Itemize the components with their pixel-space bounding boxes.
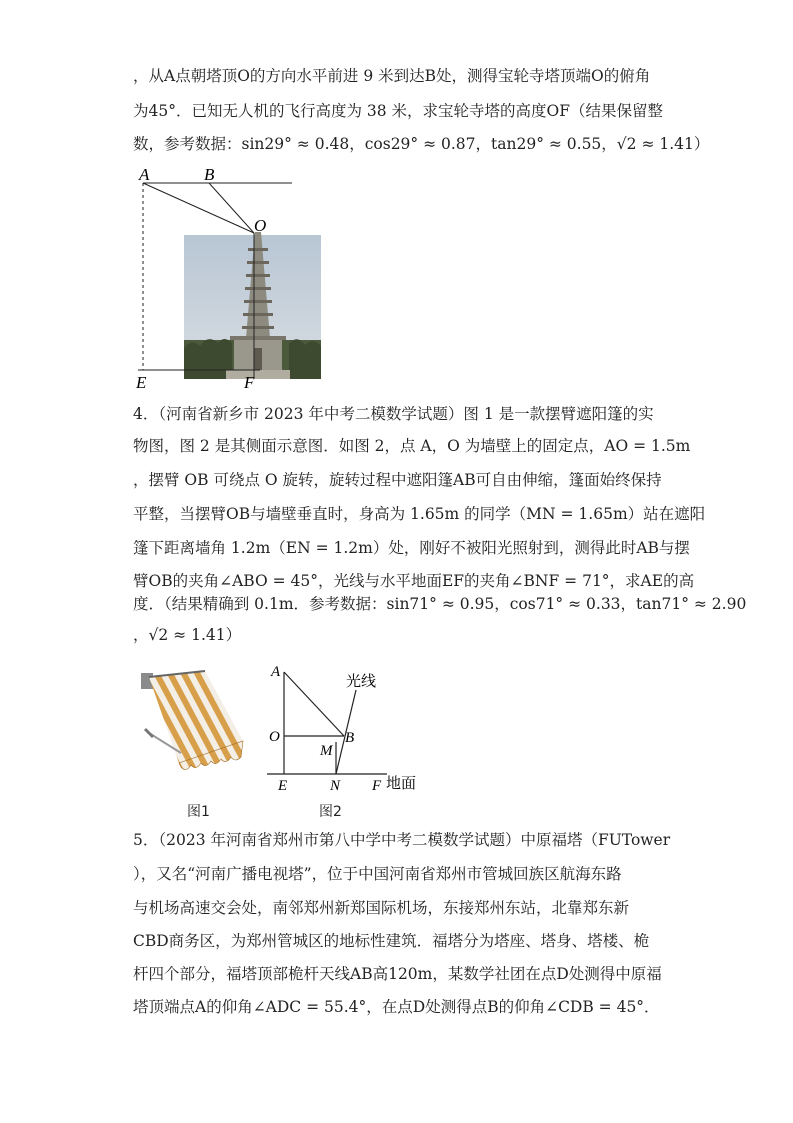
fig1-caption: 图1 xyxy=(187,804,210,820)
f2-label-M: M xyxy=(320,743,333,759)
q3-line-2: 为45°．已知无人机的飞行高度为 38 米，求宝轮寺塔的高度OF（结果保留整 xyxy=(133,102,664,120)
q4-line-6: 臂OB的夹角∠ABO = 45°，光线与水平地面EF的夹角∠BNF = 71°，求AE的高 xyxy=(133,572,695,590)
q3-figure xyxy=(130,160,330,390)
label-A: A xyxy=(139,165,150,184)
f2-label-N: N xyxy=(330,778,341,794)
f2-label-light: 光线 xyxy=(346,672,377,690)
q4-line-1: 4．（河南省新乡市 2023 年中考二模数学试题）图 1 是一款摆臂遮阳篷的实 xyxy=(133,405,654,423)
pagoda-photo xyxy=(184,232,321,379)
f2-label-B: B xyxy=(345,730,355,746)
label-B: B xyxy=(204,165,215,184)
q4-line-4: 平整，当摆臂OB与墙壁垂直时，身高为 1.65m 的同学（MN = 1.65m）站在遮阳 xyxy=(133,505,706,523)
fig2-diagram xyxy=(262,660,432,798)
q4-line-3: ，摆臂 OB 可绕点 O 旋转，旋转过程中遮阳篷AB可自由伸缩，篷面始终保持 xyxy=(133,471,662,489)
q4-line-8: ，√2 ≈ 1.41） xyxy=(133,626,242,644)
q4-line-5: 篷下距离墙角 1.2m（EN = 1.2m）处，刚好不被阳光照射到，测得此时AB与摆 xyxy=(133,539,690,557)
f2-label-F: F xyxy=(372,778,382,794)
q5-line-5: 杆四个部分，福塔顶部桅杆天线AB高120m，某数学社团在点D处测得中原福 xyxy=(133,965,662,983)
q5-line-6: 塔顶端点A的仰角∠ADC = 55.4°，在点D处测得点B的仰角∠CDB = 45°． xyxy=(133,998,660,1016)
f2-label-ground: 地面 xyxy=(386,774,417,792)
q5-line-2: ），又名“河南广播电视塔”，位于中国河南省郑州市管城回族区航海东路 xyxy=(133,865,622,883)
q5-line-4: CBD商务区，为郑州管城区的地标性建筑．福塔分为塔座、塔身、塔楼、桅 xyxy=(133,932,650,950)
q5-line-3: 与机场高速交会处，南邻郑州新郑国际机场，东接郑州东站，北靠郑东新 xyxy=(133,899,630,917)
label-E: E xyxy=(136,373,147,390)
fig2-caption: 图2 xyxy=(319,804,342,820)
q3-line-3: 数，参考数据：sin29° ≈ 0.48，cos29° ≈ 0.87，tan29° ≈ 0.55，√2 ≈ 1.41） xyxy=(133,135,710,153)
label-F: F xyxy=(244,373,255,390)
f2-label-A: A xyxy=(271,664,281,680)
label-O: O xyxy=(254,216,267,235)
q5-line-1: 5．（2023 年河南省郑州市第八中学中考二模数学试题）中原福塔（FUTower xyxy=(133,831,671,849)
f2-label-E: E xyxy=(278,778,288,794)
q3-line-1: ，从A点朝塔顶O的方向水平前进 9 米到达B处，测得宝轮寺塔顶端O的俯角 xyxy=(133,67,651,85)
f2-label-O: O xyxy=(269,729,280,745)
q4-line-7: 度．（结果精确到 0.1m．参考数据：sin71° ≈ 0.95，cos71° ≈ 0.33，tan71° ≈ 2.90 xyxy=(133,595,747,613)
awning-photo xyxy=(135,665,250,785)
q4-line-2: 物图，图 2 是其侧面示意图．如图 2，点 A，O 为墙壁上的固定点，AO = 1.5m xyxy=(133,437,691,455)
